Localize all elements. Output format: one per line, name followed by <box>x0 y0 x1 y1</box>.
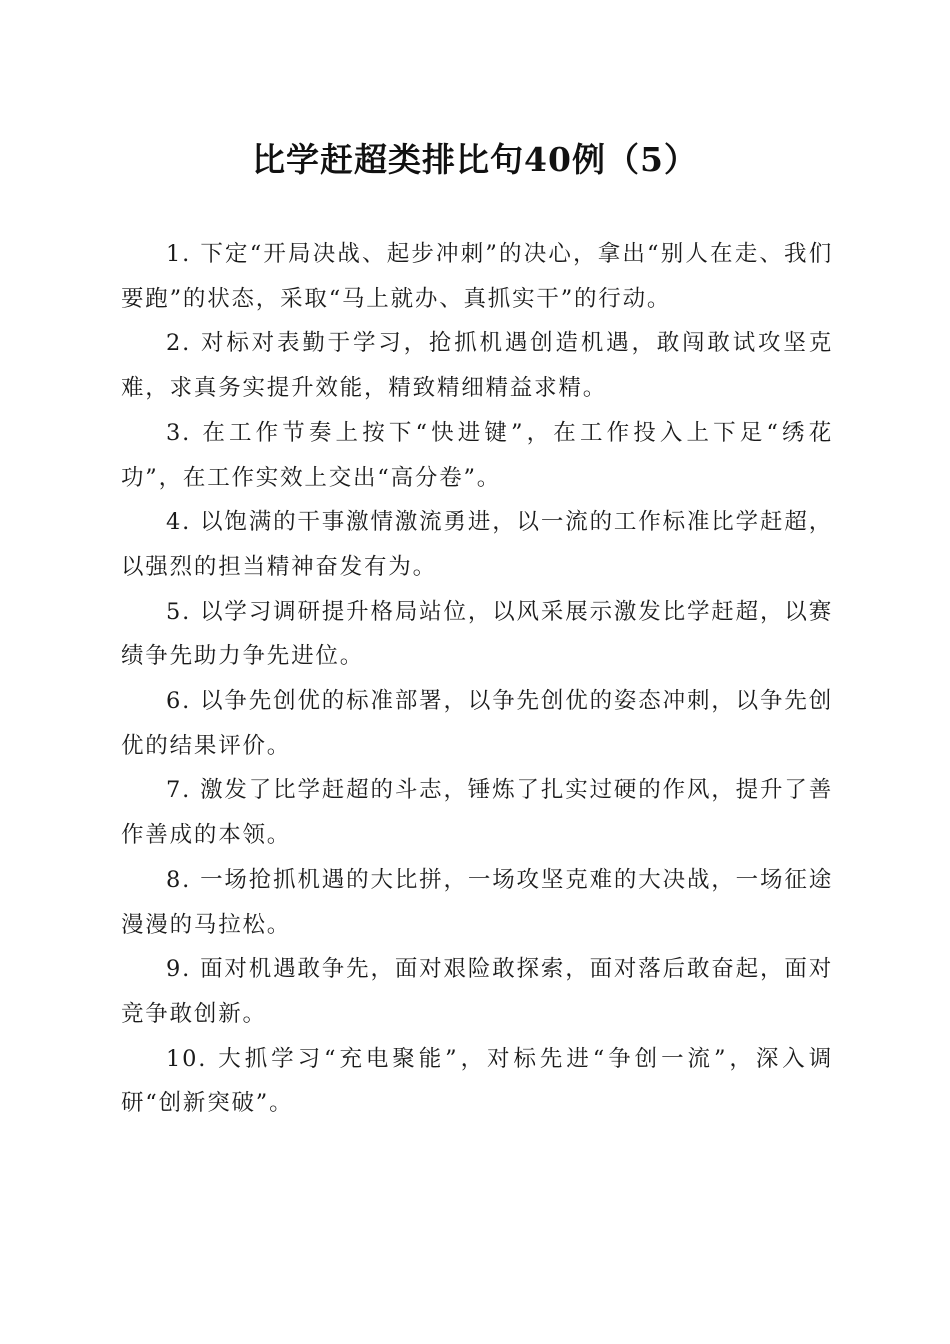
list-item: 1. 下定“开局决战、起步冲刺”的决心，拿出“别人在走、我们要跑”的状态，采取“马上就办、真抓实干”的行动。 <box>121 241 833 312</box>
list-item: 7. 激发了比学赶超的斗志，锤炼了扎实过硬的作风，提升了善作善成的本领。 <box>121 777 833 849</box>
list-item: 10. 大抓学习“充电聚能”，对标先进“争创一流”，深入调研“创新突破”。 <box>121 1045 833 1117</box>
list-item: 8. 一场抢抓机遇的大比拼，一场攻坚克难的大决战，一场征途漫漫的马拉松。 <box>121 866 833 938</box>
list-item: 4. 以饱满的干事激情激流勇进，以一流的工作标准比学赶超，以强烈的担当精神奋发有为。 <box>121 509 833 580</box>
document-title: 比学赶超类排比句40例（5） <box>252 140 698 179</box>
list-item: 6. 以争先创优的标准部署，以争先创优的姿态冲刺，以争先创优的结果评价。 <box>121 688 833 759</box>
list-item: 3. 在工作节奏上按下“快进键”，在工作投入上下足“绣花功”，在工作实效上交出“高分卷”。 <box>121 419 833 491</box>
list-item: 2. 对标对表勤于学习，抢抓机遇创造机遇，敢闯敢试攻坚克难，求真务实提升效能，精致精细精益求精。 <box>121 330 833 402</box>
list-item: 9. 面对机遇敢争先，面对艰险敢探索，面对落后敢奋起，面对竞争敢创新。 <box>121 956 833 1027</box>
list-item: 5. 以学习调研提升格局站位，以风采展示激发比学赶超，以赛绩争先助力争先进位。 <box>121 598 833 670</box>
document-body <box>121 232 833 1126</box>
